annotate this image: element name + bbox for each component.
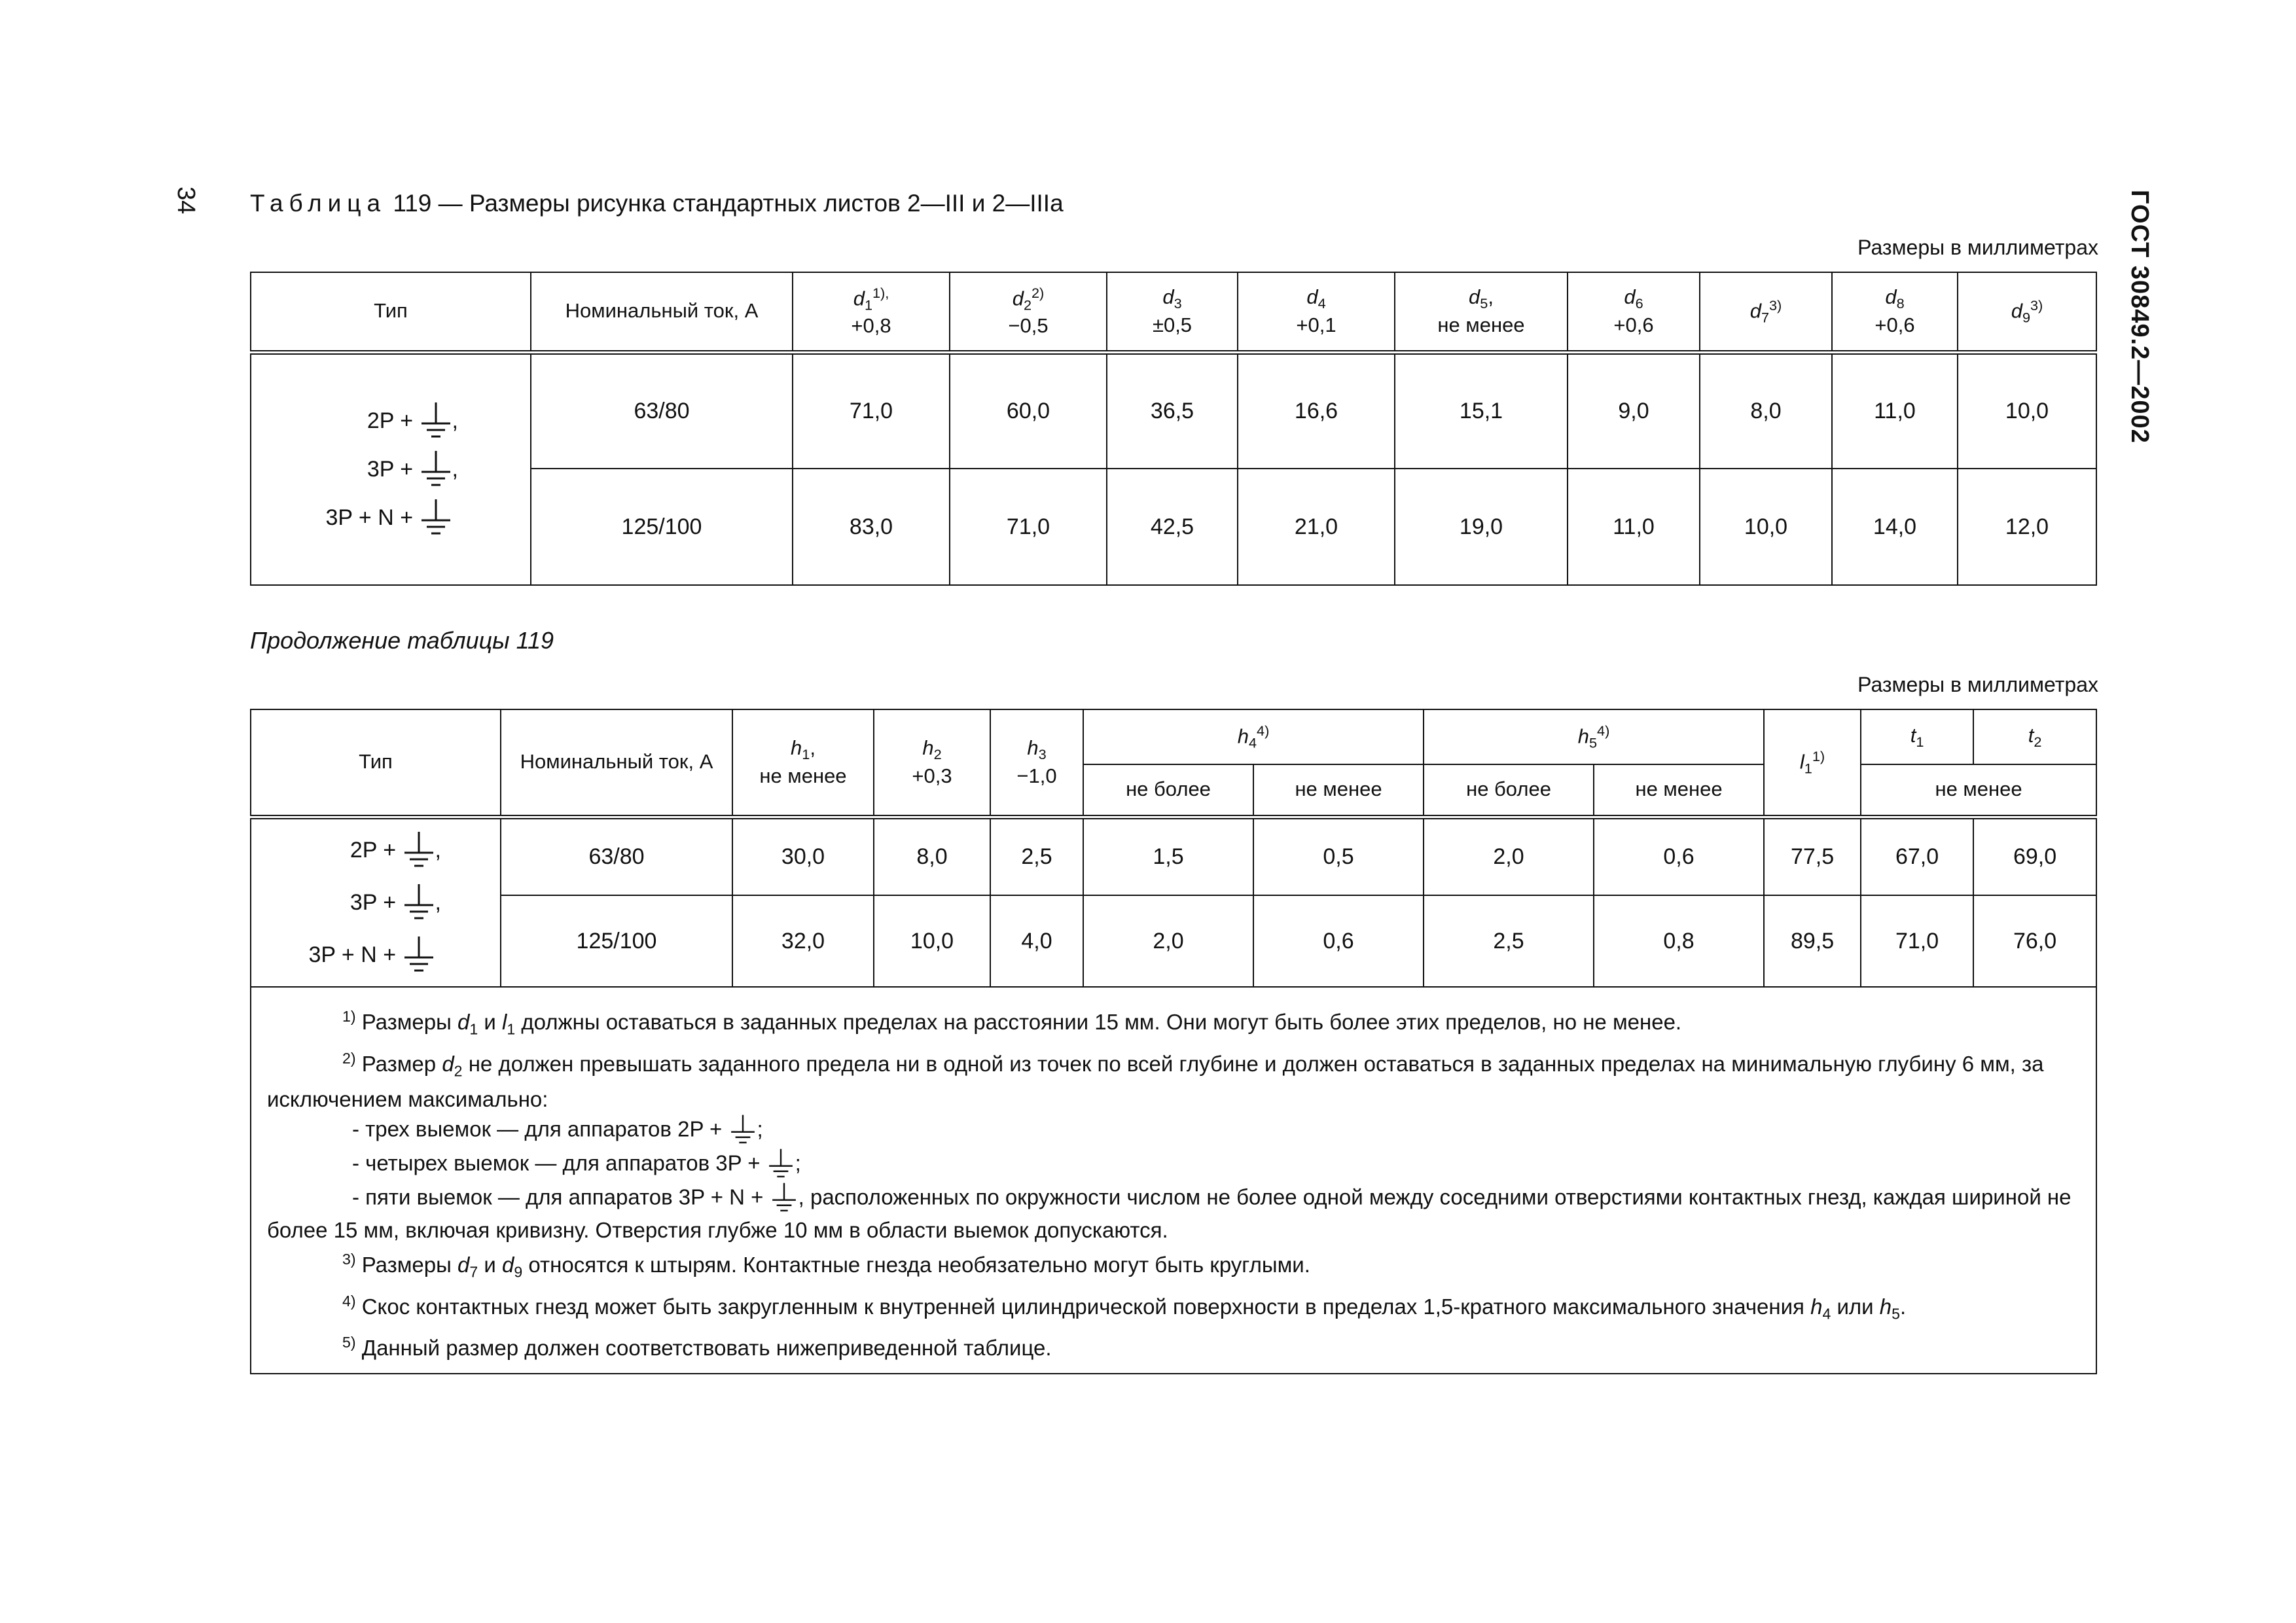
earth-icon bbox=[420, 450, 452, 491]
col-h4-max: не более bbox=[1083, 764, 1253, 817]
value-cell: 10,0 bbox=[1958, 352, 2096, 469]
note-2-item-1: - трех выемок — для аппаратов 2P + ; bbox=[267, 1114, 2080, 1148]
table-title: 119 — Размеры рисунка стандартных листов 2—III и 2—IIIa bbox=[393, 190, 1064, 217]
value-cell: 4,0 bbox=[990, 895, 1083, 987]
earth-icon bbox=[420, 401, 452, 443]
table-row bbox=[251, 895, 2096, 987]
earth-icon bbox=[766, 1148, 795, 1182]
col-h1: $h_1$, не менее bbox=[732, 709, 874, 817]
current-cell: 125/100 bbox=[531, 469, 793, 585]
type-cell: 2P + , 3P + , 3P + N + bbox=[251, 817, 501, 987]
value-cell: 11,0 bbox=[1568, 469, 1700, 585]
note-4: $^{4)}$ Скос контактных гнезд может быть закругленным к внутренней цилиндрической поверхности в пределах 1,5-кратного максимального значения $h_4$ или $h_5$. bbox=[342, 1292, 1907, 1323]
value-cell: 76,0 bbox=[1973, 895, 2096, 987]
value-cell: 32,0 bbox=[732, 895, 874, 987]
earth-icon bbox=[728, 1114, 757, 1148]
earth-icon bbox=[403, 935, 435, 977]
earth-icon bbox=[770, 1182, 798, 1216]
value-cell: 16,6 bbox=[1238, 352, 1395, 469]
value-cell: 36,5 bbox=[1107, 352, 1238, 469]
value-cell: 8,0 bbox=[874, 817, 990, 895]
col-t1: $t_1$ bbox=[1861, 709, 1973, 764]
table2-header-row-1 bbox=[251, 709, 2096, 764]
value-cell: 14,0 bbox=[1832, 469, 1958, 585]
col-current: Номинальный ток, А bbox=[501, 709, 732, 817]
col-d4: $d_4$ +0,1 bbox=[1238, 272, 1395, 352]
col-h5-min: не менее bbox=[1594, 764, 1764, 817]
col-h3: $h_3$ −1,0 bbox=[990, 709, 1083, 817]
value-cell: 67,0 bbox=[1861, 817, 1973, 895]
value-cell: 69,0 bbox=[1973, 817, 2096, 895]
col-d1: $d_1^{1),}$ +0,8 bbox=[793, 272, 950, 352]
col-d3: $d_3$ ±0,5 bbox=[1107, 272, 1238, 352]
col-h5-max: не более bbox=[1424, 764, 1594, 817]
value-cell: 71,0 bbox=[950, 469, 1107, 585]
col-current: Номинальный ток, А bbox=[531, 272, 793, 352]
col-d5: $d_5$, не менее bbox=[1395, 272, 1568, 352]
note-2: $^{2)}$ Размер $d_2$ не должен превышать заданного предела ни в одной из точек по всей глубине и должен оставаться в заданных пределах на минимальную глубину 6 мм, за исключением максимально: bbox=[267, 1049, 2044, 1112]
value-cell: 2,0 bbox=[1424, 817, 1594, 895]
value-cell: 2,5 bbox=[1424, 895, 1594, 987]
table1-header-row bbox=[251, 272, 2096, 352]
col-d6: $d_6$ +0,6 bbox=[1568, 272, 1700, 352]
col-d8: $d_8$ +0,6 bbox=[1832, 272, 1958, 352]
value-cell: 15,1 bbox=[1395, 352, 1568, 469]
earth-icon bbox=[403, 830, 435, 872]
table-row bbox=[251, 352, 2096, 469]
type-cell: 2P + , 3P + , 3P + N + bbox=[251, 352, 531, 585]
col-t-min: не менее bbox=[1861, 764, 2096, 817]
value-cell: 19,0 bbox=[1395, 469, 1568, 585]
value-cell: 71,0 bbox=[1861, 895, 1973, 987]
note-2-item-3: - пяти выемок — для аппаратов 3P + N + , расположенных по окружности числом не более одной между соседними отверстиями контактных гнезд, каждая шириной не более 15 мм, включая кривизну. Отверстия глубже 10 мм в области выемок допускаются. bbox=[267, 1182, 2080, 1245]
value-cell: 0,8 bbox=[1594, 895, 1764, 987]
table-row bbox=[251, 817, 2096, 895]
notes-row bbox=[251, 987, 2096, 1374]
earth-icon bbox=[403, 883, 435, 925]
col-l1: $l_1^{1)}$ bbox=[1764, 709, 1861, 817]
note-2-item-2: - четырех выемок — для аппаратов 3P + ; bbox=[267, 1148, 2080, 1182]
value-cell: 2,5 bbox=[990, 817, 1083, 895]
units-note-1: Размеры в миллиметрах bbox=[1857, 236, 2098, 259]
col-type: Тип bbox=[251, 272, 531, 352]
earth-icon bbox=[420, 498, 452, 540]
col-h2: $h_2$ +0,3 bbox=[874, 709, 990, 817]
value-cell: 11,0 bbox=[1832, 352, 1958, 469]
note-5: $^{5)}$ Данный размер должен соответствовать нижеприведенной таблице. bbox=[342, 1334, 1052, 1361]
value-cell: 1,5 bbox=[1083, 817, 1253, 895]
value-cell: 0,6 bbox=[1253, 895, 1424, 987]
standard-designation: ГОСТ 30849.2—2002 bbox=[2126, 190, 2153, 444]
value-cell: 8,0 bbox=[1700, 352, 1832, 469]
col-type: Тип bbox=[251, 709, 501, 817]
table-word: Таблица bbox=[250, 190, 387, 217]
value-cell: 10,0 bbox=[874, 895, 990, 987]
value-cell: 89,5 bbox=[1764, 895, 1861, 987]
table-continuation-label: Продолжение таблицы 119 bbox=[250, 627, 554, 654]
col-h4: $h_4^{4)}$ bbox=[1083, 709, 1424, 764]
value-cell: 30,0 bbox=[732, 817, 874, 895]
value-cell: 2,0 bbox=[1083, 895, 1253, 987]
value-cell: 0,5 bbox=[1253, 817, 1424, 895]
value-cell: 12,0 bbox=[1958, 469, 2096, 585]
table-caption bbox=[250, 190, 1064, 217]
col-d2: $d_2^{2)}$ −0,5 bbox=[950, 272, 1107, 352]
value-cell: 83,0 bbox=[793, 469, 950, 585]
value-cell: 71,0 bbox=[793, 352, 950, 469]
value-cell: 60,0 bbox=[950, 352, 1107, 469]
current-cell: 63/80 bbox=[501, 817, 732, 895]
col-d9: $d_9^{3)}$ bbox=[1958, 272, 2096, 352]
note-3: $^{3)}$ Размеры $d_7$ и $d_9$ относятся к штырям. Контактные гнезда необязательно могут быть круглыми. bbox=[342, 1251, 1310, 1281]
value-cell: 9,0 bbox=[1568, 352, 1700, 469]
units-note-2: Размеры в миллиметрах bbox=[1857, 673, 2098, 696]
col-h5: $h_5^{4)}$ bbox=[1424, 709, 1764, 764]
value-cell: 42,5 bbox=[1107, 469, 1238, 585]
col-h4-min: не менее bbox=[1253, 764, 1424, 817]
value-cell: 0,6 bbox=[1594, 817, 1764, 895]
dimensions-table-2 bbox=[250, 709, 2097, 1374]
col-d7: $d_7^{3)}$ bbox=[1700, 272, 1832, 352]
value-cell: 10,0 bbox=[1700, 469, 1832, 585]
current-cell: 63/80 bbox=[531, 352, 793, 469]
dimensions-table-1 bbox=[250, 272, 2097, 586]
value-cell: 77,5 bbox=[1764, 817, 1861, 895]
current-cell: 125/100 bbox=[501, 895, 732, 987]
table-notes bbox=[251, 987, 2096, 1374]
value-cell: 21,0 bbox=[1238, 469, 1395, 585]
col-t2: $t_2$ bbox=[1973, 709, 2096, 764]
page-number: 34 bbox=[172, 187, 200, 215]
note-1: $^{1)}$ Размеры $d_1$ и $l_1$ должны оставаться в заданных пределах на расстоянии 15 мм. Они могут быть более этих пределов, но не менее. bbox=[342, 1008, 1682, 1038]
